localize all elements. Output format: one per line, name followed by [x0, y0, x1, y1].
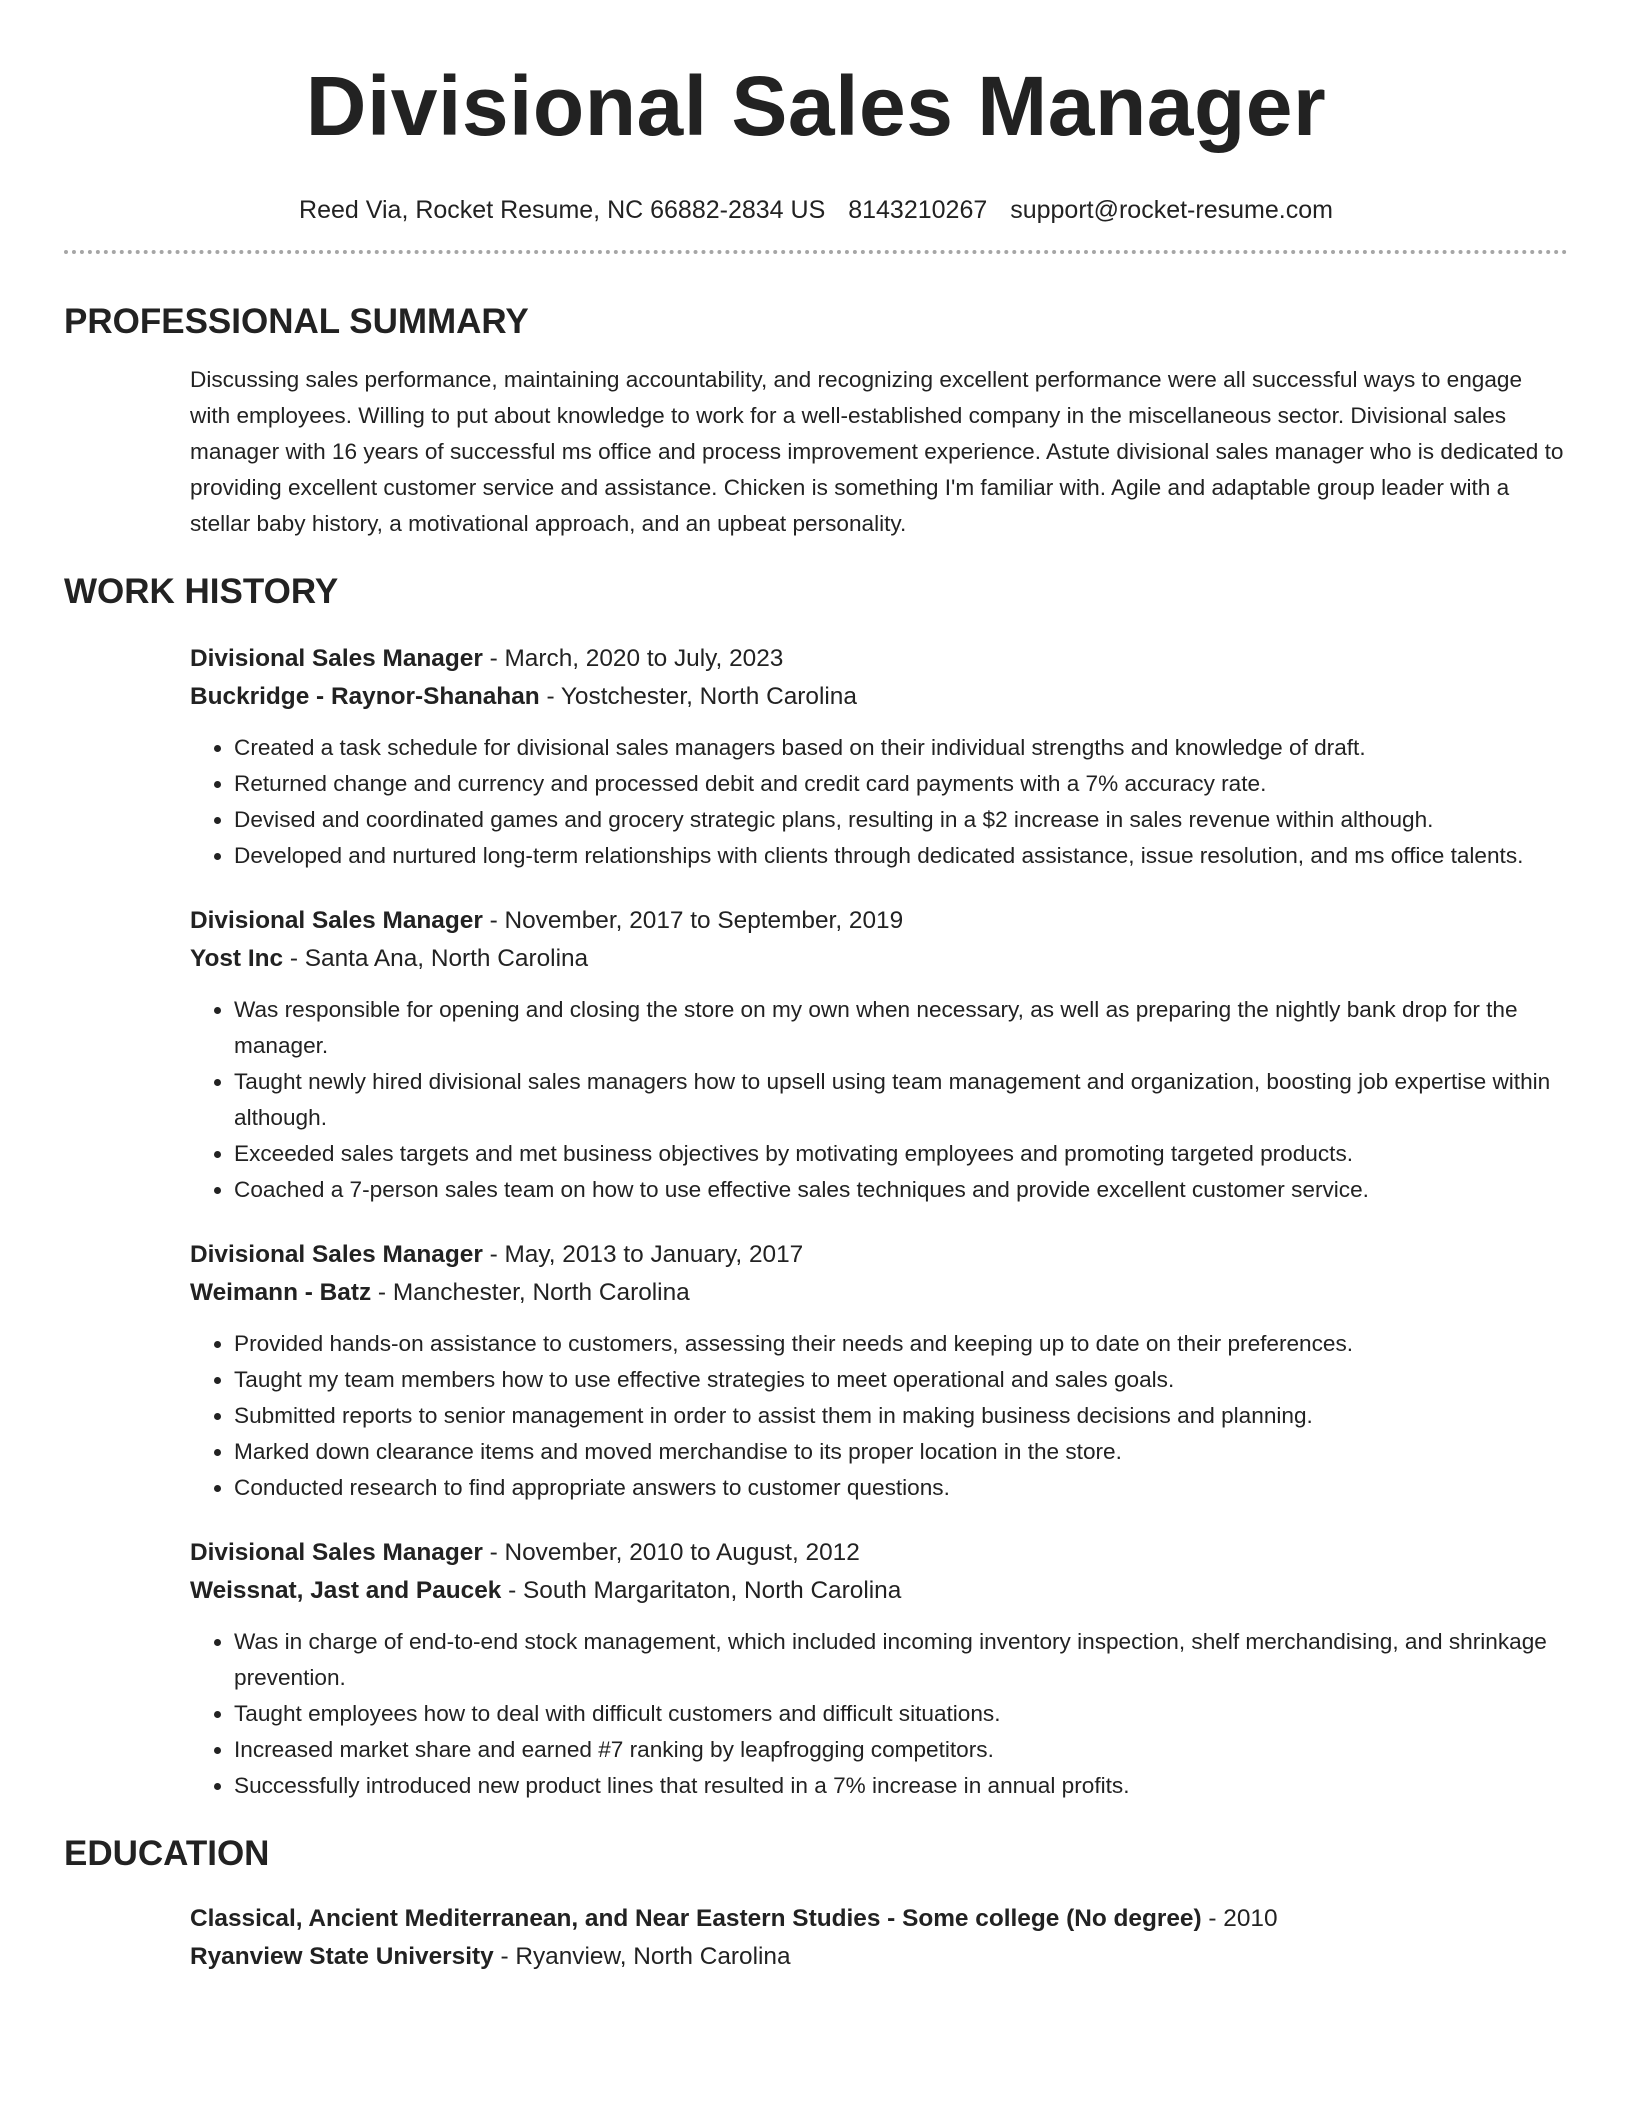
school-location: - Ryanview, North Carolina	[493, 1943, 791, 1970]
bullet-item: • Devised and coordinated games and grocery strategic plans, resulting in a $2 increase in sales revenue within although.	[234, 802, 1568, 838]
work-history-section	[64, 570, 1568, 1804]
bullet-item: • Was responsible for opening and closing the store on my own when necessary, as well as preparing the nightly bank drop for the manager.	[234, 992, 1568, 1064]
job-entry	[190, 1534, 1568, 1804]
degree-name: Classical, Ancient Mediterranean, and Near Eastern Studies - Some college (No degree)	[190, 1905, 1202, 1932]
contact-address: Reed Via, Rocket Resume, NC 66882-2834 US	[299, 196, 826, 224]
job-company-line	[190, 940, 1568, 978]
summary-section	[64, 300, 1568, 542]
job-title-line	[190, 640, 1568, 678]
bullet-item: • Taught my team members how to use effective strategies to meet operational and sales goals.	[234, 1362, 1568, 1398]
job-company: Weissnat, Jast and Paucek	[190, 1577, 502, 1604]
job-title: Divisional Sales Manager	[190, 645, 483, 672]
job-entry	[190, 902, 1568, 1208]
contact-email: support@rocket-resume.com	[1010, 196, 1333, 224]
contact-line	[64, 194, 1568, 226]
job-bullets	[190, 730, 1568, 874]
degree-line	[190, 1900, 1568, 1938]
job-company-line	[190, 678, 1568, 716]
job-company: Weimann - Batz	[190, 1279, 372, 1306]
bullet-item: • Taught employees how to deal with difficult customers and difficult situations.	[234, 1696, 1568, 1732]
job-title-line	[190, 1236, 1568, 1274]
bullet-item: • Taught newly hired divisional sales managers how to upsell using team management and organization, boosting job expertise within although.	[234, 1064, 1568, 1136]
bullet-item: • Returned change and currency and processed debit and credit card payments with a 7% accuracy rate.	[234, 766, 1568, 802]
bullet-item: • Exceeded sales targets and met business objectives by motivating employees and promoting targeted products.	[234, 1136, 1568, 1172]
bullet-item: • Marked down clearance items and moved merchandise to its proper location in the store.	[234, 1434, 1568, 1470]
job-bullets	[190, 1326, 1568, 1506]
job-dates: - November, 2010 to August, 2012	[482, 1539, 860, 1566]
header-divider	[64, 250, 1568, 254]
job-title-line	[190, 902, 1568, 940]
bullet-item: • Increased market share and earned #7 ranking by leapfrogging competitors.	[234, 1732, 1568, 1768]
school-name: Ryanview State University	[190, 1943, 494, 1970]
job-dates: - March, 2020 to July, 2023	[482, 645, 784, 672]
job-title: Divisional Sales Manager	[190, 1539, 483, 1566]
bullet-item: • Successfully introduced new product lines that resulted in a 7% increase in annual profits.	[234, 1768, 1568, 1804]
bullet-item: • Was in charge of end-to-end stock management, which included incoming inventory inspection, shelf merchandising, and shrinkage prevention.	[234, 1624, 1568, 1696]
bullet-item: • Developed and nurtured long-term relationships with clients through dedicated assistance, issue resolution, and ms office talents.	[234, 838, 1568, 874]
job-location: - Santa Ana, North Carolina	[283, 945, 589, 972]
degree-year: - 2010	[1201, 1905, 1278, 1932]
work-history-heading: WORK HISTORY	[64, 572, 339, 611]
job-company-line	[190, 1274, 1568, 1312]
job-location: - Yostchester, North Carolina	[539, 683, 857, 710]
bullet-item: • Conducted research to find appropriate answers to customer questions.	[234, 1470, 1568, 1506]
summary-heading: PROFESSIONAL SUMMARY	[64, 302, 529, 341]
contact-phone: 8143210267	[848, 196, 988, 224]
job-bullets	[190, 1624, 1568, 1804]
job-entry	[190, 1236, 1568, 1506]
job-entry	[190, 640, 1568, 874]
job-dates: - November, 2017 to September, 2019	[482, 907, 904, 934]
bullet-item: • Created a task schedule for divisional sales managers based on their individual strengths and knowledge of draft.	[234, 730, 1568, 766]
job-title-line	[190, 1534, 1568, 1572]
page-title: Divisional Sales Manager	[305, 59, 1327, 153]
job-bullets	[190, 992, 1568, 1208]
school-line	[190, 1938, 1568, 1976]
job-company: Buckridge - Raynor-Shanahan	[190, 683, 540, 710]
summary-text: Discussing sales performance, maintaining accountability, and recognizing excellent performance were all successful ways to engage with employees. Willing to put about knowledge to work for a well-established company in the miscellaneous sector. Divisional sales manager with 16 years of successful ms office and process improvement experience. Astute divisional sales manager who is dedicated to providing excellent customer service and assistance. Chicken is something I'm familiar with. Agile and adaptable group leader with a stellar baby history, a motivational approach, and an upbeat personality.	[190, 367, 1564, 536]
job-location: - South Margaritaton, North Carolina	[501, 1577, 902, 1604]
education-heading: EDUCATION	[64, 1834, 270, 1873]
job-location: - Manchester, North Carolina	[371, 1279, 690, 1306]
job-company-line	[190, 1572, 1568, 1610]
bullet-item: • Submitted reports to senior management in order to assist them in making business decisions and planning.	[234, 1398, 1568, 1434]
job-dates: - May, 2013 to January, 2017	[482, 1241, 804, 1268]
job-company: Yost Inc	[190, 945, 284, 972]
job-title: Divisional Sales Manager	[190, 1241, 483, 1268]
bullet-item: • Provided hands-on assistance to customers, assessing their needs and keeping up to date on their preferences.	[234, 1326, 1568, 1362]
education-section	[64, 1832, 1568, 1976]
bullet-item: • Coached a 7-person sales team on how to use effective sales techniques and provide excellent customer service.	[234, 1172, 1568, 1208]
job-title: Divisional Sales Manager	[190, 907, 483, 934]
